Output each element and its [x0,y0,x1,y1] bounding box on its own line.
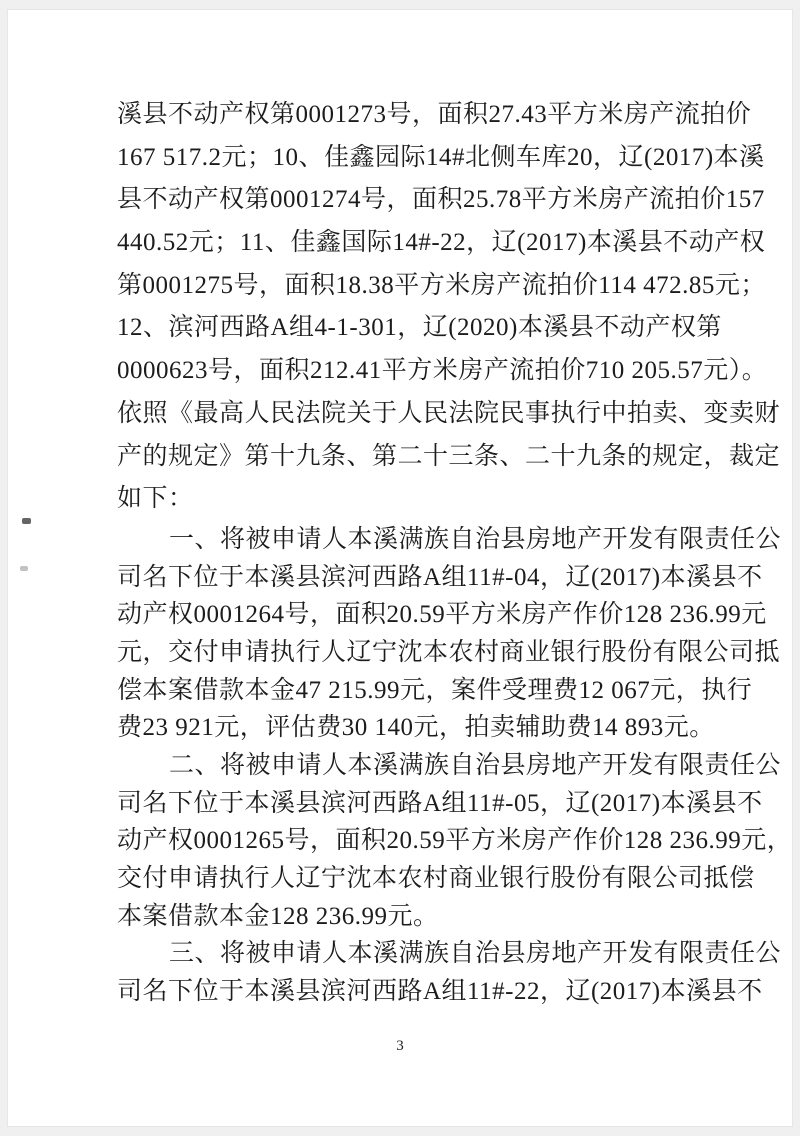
document-line: 0000623号，面积212.41平方米房产流拍价710 205.57元）。 [117,357,768,385]
document-line: 167 517.2元；10、佳鑫园际14#北侧车库20，辽(2017)本溪 [117,143,765,171]
document-line: 司名下位于本溪县滨河西路A组11#-22，辽(2017)本溪县不 [117,978,763,1006]
page-number: 3 [396,1038,404,1054]
document-page [8,10,792,1126]
document-line: 费23 921元，评估费30 140元，拍卖辅助费14 893元。 [117,714,715,742]
document-line: 偿本案借款本金47 215.99元，案件受理费12 067元，执行 [117,676,753,704]
document-line: 动产权0001265号，面积20.59平方米房产作价128 236.99元， [117,827,793,855]
document-line: 如下： [117,485,194,513]
document-line: 440.52元；11、佳鑫国际14#-22，辽(2017)本溪县不动产权 [117,229,766,257]
document-line: 司名下位于本溪县滨河西路A组11#-05，辽(2017)本溪县不 [117,789,763,817]
document-line: 司名下位于本溪县滨河西路A组11#-04，辽(2017)本溪县不 [117,563,763,591]
document-line: 动产权0001264号，面积20.59平方米房产作价128 236.99元 [117,601,767,629]
document-line: 交付申请执行人辽宁沈本农村商业银行股份有限公司抵偿 [117,865,755,893]
document-line: 第0001275号，面积18.38平方米房产流拍价114 472.85元； [117,271,766,299]
document-line: 县不动产权第0001274号，面积25.78平方米房产流拍价157 [117,186,765,214]
scan-artifact [20,566,28,571]
text-section-lower [117,521,793,1011]
text-section-upper [117,94,781,521]
document-body-text [117,94,793,1011]
document-line: 元，交付申请执行人辽宁沈本农村商业银行股份有限公司抵 [117,638,781,666]
document-line: 本案借款本金128 236.99元。 [117,902,439,930]
document-line-paragraph-2-start: 二、将被申请人本溪满族自治县房地产开发有限责任公 [169,752,782,779]
document-line: 依照《最高人民法院关于人民法院民事执行中拍卖、变卖财 [117,399,781,427]
document-line: 12、滨河西路A组4-1-301，辽(2020)本溪县不动产权第 [117,314,722,342]
document-line-paragraph-1-start: 一、将被申请人本溪满族自治县房地产开发有限责任公 [169,525,782,553]
document-line-paragraph-3-start: 三、将被申请人本溪满族自治县房地产开发有限责任公 [169,940,782,968]
document-line: 溪县不动产权第0001273号，面积27.43平方米房产流拍价 [117,101,752,128]
document-line: 产的规定》第十九条、第二十三条、二十九条的规定，裁定 [117,442,781,470]
scan-artifact [22,518,31,524]
